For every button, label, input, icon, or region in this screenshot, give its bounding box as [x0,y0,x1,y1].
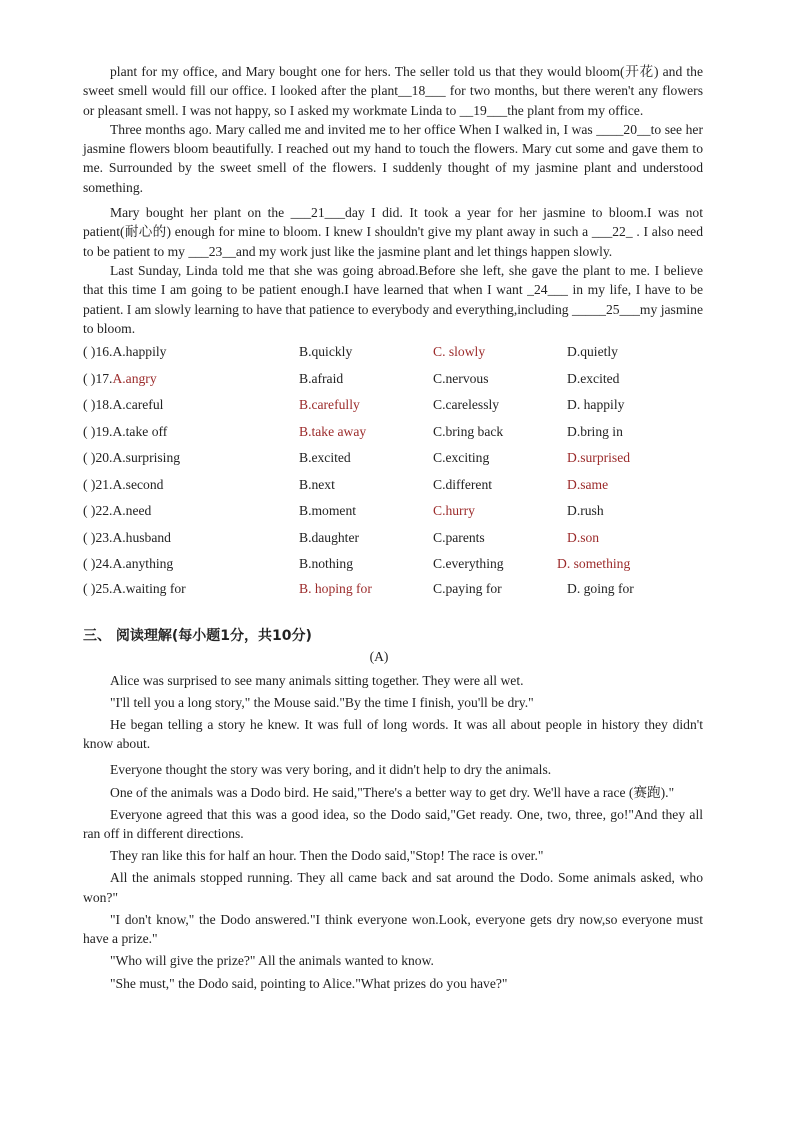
story-paragraph-3: He began telling a story he knew. It was full of long words. It was all about people in history they didn't know about. [83,717,703,752]
option-23-a: ( )23.A.husband [83,529,171,545]
option-18-a: ( )18.A.careful [83,397,164,413]
story-paragraph-11: "She must," the Dodo said, pointing to Alice."What prizes do you have?" [110,975,508,991]
cloze-paragraph-3: Mary bought her plant on the ___21___day I did. It took a year for her jasmine to bloom.I was not patient(耐心的) enough for mine to bloom. I knew I shouldn't give my plant away in such a ___22_ . I also need to be patient to my ___23__and my work just like the jasmine plant and let things happen slowly. [83,205,703,259]
option-row-21 [83,472,703,499]
option-19-b-answer: B.take away [299,423,367,439]
option-17-c: C.nervous [433,370,489,386]
option-24-b: B.nothing [299,556,354,572]
option-25-a: ( )25.A.waiting for [83,580,186,596]
option-row-20 [83,445,703,472]
story-paragraph-2: "I'll tell you a long story," the Mouse said."By the time I finish, you'll be dry." [110,694,534,710]
option-row-23 [83,525,703,552]
option-25-c: C.paying for [433,580,502,596]
option-23-b: B.daughter [299,529,360,545]
option-24-a: ( )24.A.anything [83,556,174,572]
option-23-d-answer: D.son [567,529,600,545]
reading-passage-a [83,671,703,993]
story-paragraph-8: All the animals stopped running. They all came back and sat around the Dodo. Some animals asked, who won?" [83,870,703,905]
option-21-a: ( )21.A.second [83,476,164,492]
document-page [83,62,703,993]
option-17-a-answer: ( )17.A.angry [83,370,157,386]
option-17-a-text: A.angry [112,370,157,386]
story-paragraph-1: Alice was surprised to see many animals sitting together. They were all wet. [110,672,524,688]
option-21-d-answer: D.same [567,476,609,492]
option-22-b: B.moment [299,503,357,519]
option-16-c-answer: C. slowly [433,344,486,360]
option-20-c: C.exciting [433,450,490,466]
option-18-d: D. happily [567,397,625,413]
option-21-c: C.different [433,476,493,492]
reading-part-label: (A) [369,648,389,664]
option-24-d-answer: D. something [557,556,631,572]
option-25-d: D. going for [567,580,634,596]
option-row-24 [83,551,703,578]
cloze-paragraph-4: Last Sunday, Linda told me that she was going abroad.Before she left, she gave the plant to me. I believe that this time I am going to be patient enough.I have learned that when I want _24___ in my life, I have to be patient. I am slowly learning to have that patience to everybody and everything,including _____25___my jasmine to bloom. [83,262,703,336]
option-19-a: ( )19.A.take off [83,423,168,439]
option-18-c: C.carelessly [433,397,500,413]
option-20-b: B.excited [299,450,351,466]
option-row-22 [83,498,703,525]
option-20-d-answer: D.surprised [567,450,631,466]
story-paragraph-9: "I don't know," the Dodo answered."I think everyone won.Look, everyone gets dry now,so everyone must have a prize." [83,911,703,947]
option-row-25 [83,578,703,600]
option-18-b-answer: B.carefully [299,397,360,413]
option-row-19 [83,419,703,446]
option-16-a: ( )16.A.happily [83,344,167,360]
option-16-b: B.quickly [299,344,353,360]
option-23-c: C.parents [433,529,485,545]
story-paragraph-7: They ran like this for half an hour. Then the Dodo said,"Stop! The race is over." [110,848,544,864]
option-20-a: ( )20.A.surprising [83,450,181,466]
cloze-paragraph-2: Three months ago. Mary called me and invited me to her office When I walked in, I was ____20__to see her jasmine flowers bloom beautifully. I reached out my hand to touch the flowers. Mary cut some and gave them to me. Surrounded by the sweet smell of the flowers. I suddenly thought of my jasmine plant and understood something. [83,121,703,195]
option-22-d: D.rush [567,503,604,519]
story-paragraph-10: "Who will give the prize?" All the animals wanted to know. [110,953,434,969]
option-24-c: C.everything [433,556,504,572]
option-21-b: B.next [299,476,335,492]
option-row-16 [83,339,703,366]
option-17-d: D.excited [567,370,620,386]
option-row-17 [83,366,703,393]
option-19-c: C.bring back [433,423,504,439]
option-25-b-answer: B. hoping for [299,580,372,596]
story-paragraph-5: One of the animals was a Dodo bird. He said,"There's a better way to get dry. We'll have a race (赛跑)." [110,784,675,800]
option-22-a: ( )22.A.need [83,503,152,519]
option-17-b: B.afraid [299,370,344,386]
reading-section-title: 三、 阅读理解(每小题1分，共10分) [83,627,312,644]
cloze-paragraph-1: plant for my office, and Mary bought one for hers. The seller told us that they would bloom(开花) and the sweet smell would fill our office. I looked after the plant__18___ for two months, but there weren't any flowers or pleasant smell. I was not happy, so I asked my workmate Linda to __19___the plant from my office. [83,64,703,118]
option-row-18 [83,392,703,419]
story-paragraph-4: Everyone thought the story was very boring, and it didn't help to dry the animals. [110,762,552,778]
option-19-d: D.bring in [567,423,623,439]
cloze-options-list [83,339,703,600]
option-16-d: D.quietly [567,344,618,360]
option-22-c-answer: C.hurry [433,503,475,519]
story-paragraph-6: Everyone agreed that this was a good idea, so the Dodo said,"Get ready. One, two, three, go!"And they all ran off in different directions. [83,806,703,842]
